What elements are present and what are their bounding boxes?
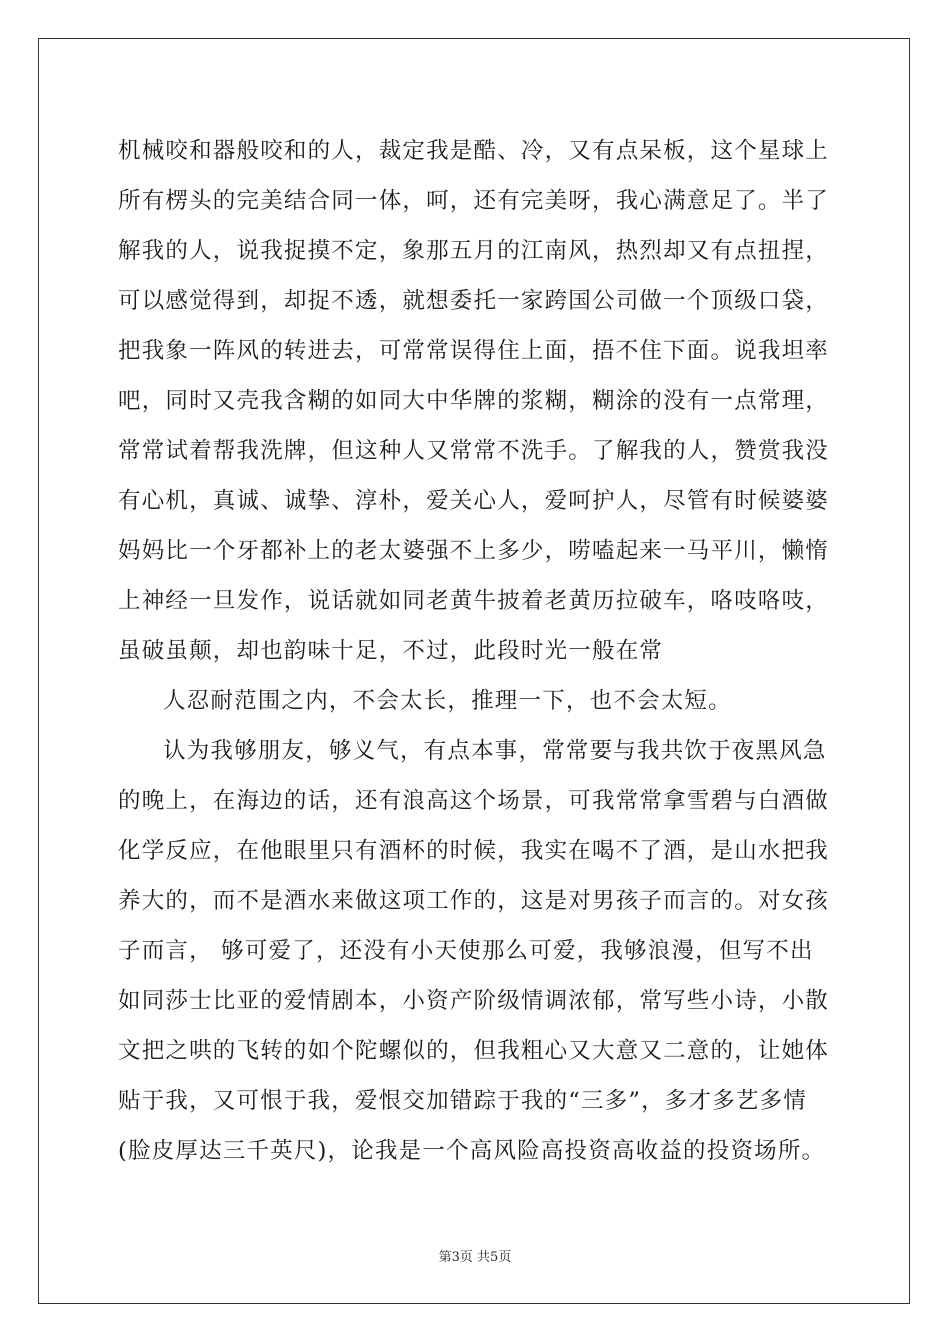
text-line: 所有楞头的完美结合同一体，呵，还有完美呀，我心满意足了。半了 [118,188,830,214]
document-body [118,126,838,1176]
text-line: 可以感觉得到，却捉不透，就想委托一家跨国公司做一个顶级口袋， [118,288,830,314]
text-line: 养大的，而不是酒水来做这项工作的，这是对男孩子而言的。对女孩 [118,888,830,914]
text-line: 常常试着帮我洗牌，但这种人又常常不洗手。了解我的人，赞赏我没 [118,438,830,464]
text-line: 的晚上，在海边的话，还有浪高这个场景，可我常常拿雪碧与白酒做 [118,788,830,814]
text-line: (脸皮厚达三千英尺)，论我是一个高风险高投资高收益的投资场所。 [118,1138,826,1164]
text-line: 机械咬和器般咬和的人，裁定我是酷、冷，又有点呆板，这个星球上 [118,138,830,164]
text-line: 妈妈比一个牙都补上的老太婆强不上多少，唠嗑起来一马平川，懒惰 [118,538,830,564]
text-line: 虽破虽颠，却也韵味十足，不过，此段时光一般在常 [118,638,664,664]
page-footer: 第3页 共5页 [438,1250,512,1265]
text-line: 贴于我，又可恨于我，爱恨交加错踪于我的“三多”，多才多艺多情 [118,1088,808,1114]
text-line: 化学反应，在他眼里只有酒杯的时候，我实在喝不了酒，是山水把我 [118,838,830,864]
text-line: 认为我够朋友，够义气，有点本事，常常要与我共饮于夜黑风急 [163,738,827,764]
text-line: 如同莎士比亚的爱情剧本，小资产阶级情调浓郁，常写些小诗，小散 [118,988,830,1014]
text-line: 吧，同时又壳我含糊的如同大中华牌的浆糊，糊涂的没有一点常理， [118,388,830,414]
text-line: 有心机，真诚、诚挚、淳朴，爱关心人，爱呵护人，尽管有时候婆婆 [118,488,830,514]
text-line: 解我的人，说我捉摸不定，象那五月的江南风，热烈却又有点扭捏， [118,238,830,264]
text-line: 文把之哄的飞转的如个陀螺似的，但我粗心又大意又二意的，让她体 [118,1038,830,1064]
text-line: 人忍耐范围之内，不会太长，推理一下，也不会太短。 [163,688,732,714]
text-line: 子而言， 够可爱了，还没有小天使那么可爱，我够浪漫，但写不出 [118,938,814,964]
text-line: 把我象一阵风的转进去，可常常误得住上面，捂不住下面。说我坦率 [118,338,830,364]
text-line: 上神经一旦发作，说话就如同老黄牛披着老黄历拉破车，咯吱咯吱， [118,588,830,614]
